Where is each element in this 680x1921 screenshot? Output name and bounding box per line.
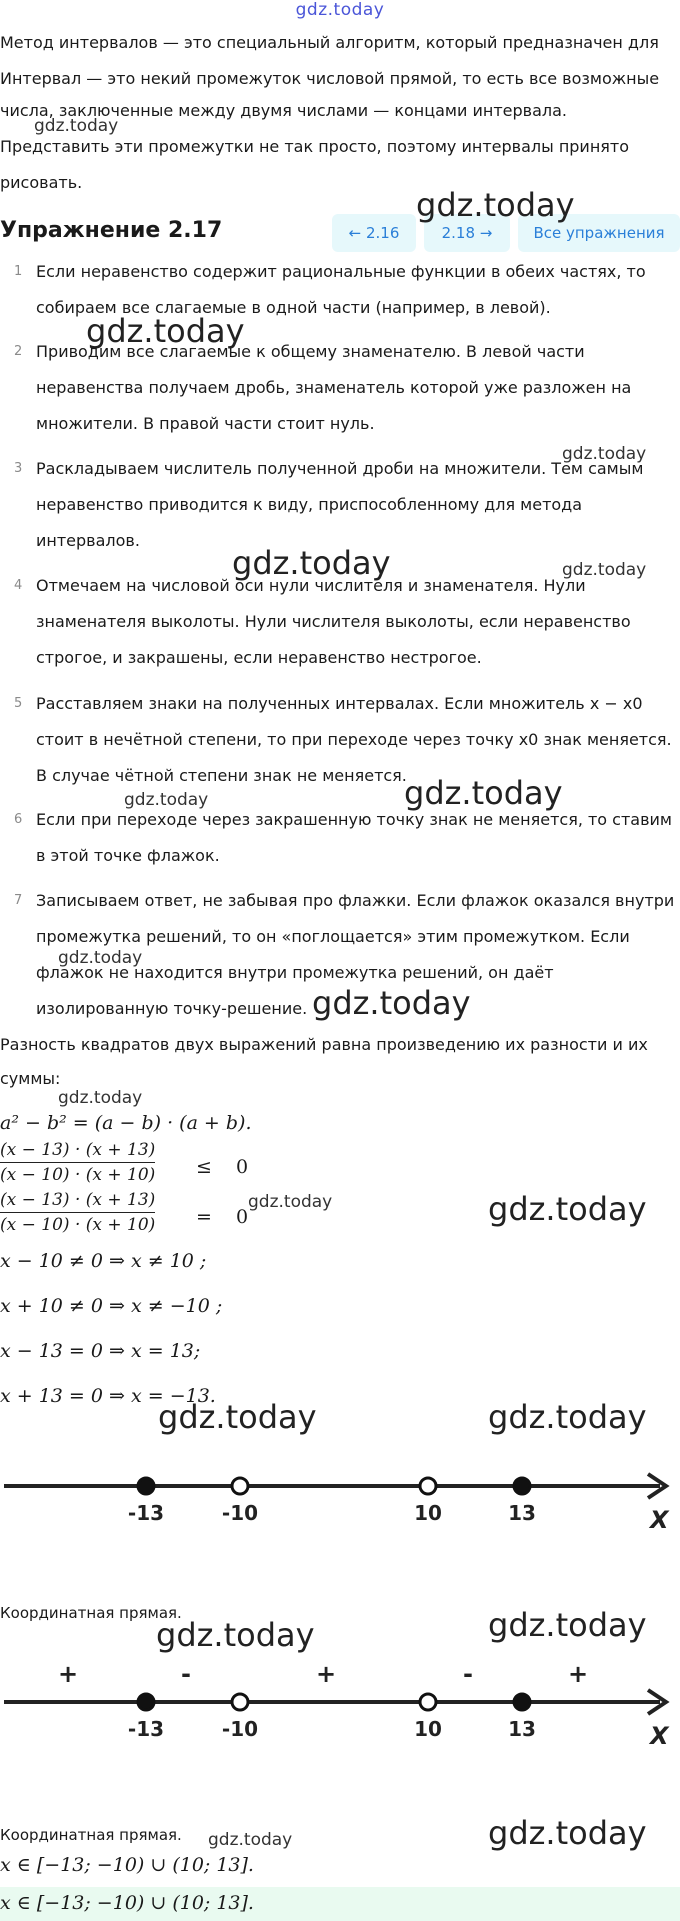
inequality-2-sign: = (196, 1206, 212, 1228)
point-label: 10 (414, 1501, 442, 1525)
step-text: флажок не находится внутри промежутка решений, он даёт (36, 963, 554, 982)
step-number: 1 (14, 264, 23, 279)
diff-squares-formula: a² − b² = (a − b) · (a + b). (0, 1112, 252, 1134)
numerator: (x − 13) · (x + 13) (0, 1140, 156, 1160)
step-text: знаменателя выколоты. Нули числителя выколоты, если неравенство (36, 612, 631, 631)
step-number: 2 (14, 344, 23, 359)
step-text: Записываем ответ, не забывая про флажки. Если флажок оказался внутри (36, 891, 675, 910)
inequality-2-fraction (0, 1190, 155, 1235)
number-line-1 (0, 1460, 680, 1560)
filled-point (514, 1478, 530, 1494)
point-label: -10 (221, 1717, 259, 1741)
inequality-1-sign: ≤ (196, 1156, 212, 1178)
intro-line-5: рисовать. (0, 173, 83, 192)
interval-sign: + (315, 1660, 337, 1688)
step-text: стоит в нечётной степени, то при переходе через точку x0 знак меняется. (36, 730, 672, 749)
watermark: gdz.today (208, 1830, 293, 1850)
step-number: 6 (14, 812, 23, 827)
step-text: в этой точке флажок. (36, 846, 220, 865)
point-label: 13 (508, 1717, 536, 1741)
axis-label: X (650, 1722, 669, 1750)
watermark: gdz.today (156, 1616, 315, 1654)
axis-label: X (650, 1506, 669, 1534)
watermark: gdz.today (158, 1398, 317, 1436)
inequality-1-rhs: 0 (236, 1156, 249, 1178)
step-text: неравенство приводится к виду, приспособленному для метода (36, 495, 583, 514)
step-text: Раскладываем числитель полученной дроби на множители. Тем самым (36, 459, 644, 478)
step-text: строгое, и закрашены, если неравенство нестрогое. (36, 648, 482, 667)
step-text: Отмечаем на числовой оси нули числителя и знаменателя. Нули (36, 576, 586, 595)
step-number: 4 (14, 578, 23, 593)
point-label: -10 (221, 1501, 259, 1525)
watermark: gdz.today (488, 1190, 647, 1228)
diff-squares-line-2: суммы: (0, 1069, 61, 1088)
inequality-2-rhs: 0 (236, 1206, 249, 1228)
open-point (232, 1694, 248, 1710)
watermark: gdz.today (562, 560, 647, 580)
watermark: gdz.today (34, 116, 119, 136)
number-line-2 (0, 1660, 680, 1760)
point-label: 13 (508, 1501, 536, 1525)
watermark: gdz.today (488, 1398, 647, 1436)
next-exercise-button[interactable]: 2.18 → (424, 214, 510, 252)
inequality-1-fraction (0, 1140, 155, 1185)
step-text: множители. В правой части стоит нуль. (36, 414, 375, 433)
interval-sign: - (463, 1660, 473, 1688)
watermark: gdz.today (416, 186, 575, 224)
fraction-bar (0, 1212, 155, 1213)
diff-squares-line-1: Разность квадратов двух выражений равна произведению их разности и их (0, 1035, 648, 1054)
step-number: 7 (14, 893, 23, 908)
site-logo[interactable]: gdz.today (295, 0, 385, 20)
step-text: Расставляем знаки на полученных интервалах. Если множитель x − x0 (36, 694, 643, 713)
answer-final: x ∈ [−13; −10) ∪ (10; 13]. (0, 1892, 254, 1914)
prev-exercise-button[interactable]: ← 2.16 (332, 214, 416, 252)
watermark: gdz.today (124, 790, 209, 810)
condition-2: x + 10 ≠ 0 ⇒ x ≠ −10 ; (0, 1295, 223, 1317)
denominator: (x − 10) · (x + 10) (0, 1215, 156, 1235)
watermark: gdz.today (58, 1088, 143, 1108)
fraction-bar (0, 1162, 155, 1163)
condition-3: x − 13 = 0 ⇒ x = 13; (0, 1340, 201, 1362)
watermark: gdz.today (232, 544, 391, 582)
interval-sign: - (181, 1660, 191, 1688)
step-number: 5 (14, 696, 23, 711)
intro-line-1: Метод интервалов — это специальный алгоритм, который предназначен для (0, 33, 659, 52)
intro-line-2: Интервал — это некий промежуток числовой прямой, то есть все возможные (0, 69, 660, 88)
watermark: gdz.today (312, 984, 471, 1022)
step-text: Если неравенство содержит рациональные функции в обеих частях, то (36, 262, 646, 281)
open-point (420, 1694, 436, 1710)
intro-line-4: Представить эти промежутки не так просто, поэтому интервалы принято (0, 137, 630, 156)
condition-1: x − 10 ≠ 0 ⇒ x ≠ 10 ; (0, 1250, 207, 1272)
interval-sign: + (57, 1660, 79, 1688)
open-point (232, 1478, 248, 1494)
all-exercises-button[interactable]: Все упражнения (518, 214, 680, 252)
caption-1: Координатная прямая. (0, 1604, 182, 1622)
watermark: gdz.today (404, 774, 563, 812)
point-label: -13 (127, 1717, 165, 1741)
intro-line-3: числа, заключенные между двумя числами — концами интервала. (0, 101, 568, 120)
interval-sign: + (567, 1660, 589, 1688)
step-text: интервалов. (36, 531, 140, 550)
watermark: gdz.today (488, 1606, 647, 1644)
step-text: неравенства получаем дробь, знаменатель которой уже разложен на (36, 378, 632, 397)
step-text: промежутка решений, то он «поглощается» этим промежутком. Если (36, 927, 630, 946)
filled-point (138, 1694, 154, 1710)
point-label: 10 (414, 1717, 442, 1741)
answer-line: x ∈ [−13; −10) ∪ (10; 13]. (0, 1854, 254, 1876)
step-text: изолированную точку-решение. (36, 999, 308, 1018)
exercise-title: Упражнение 2.17 (0, 218, 223, 243)
caption-2: Координатная прямая. (0, 1826, 182, 1844)
watermark: gdz.today (86, 312, 245, 350)
step-number: 3 (14, 461, 23, 476)
watermark: gdz.today (488, 1814, 647, 1852)
filled-point (138, 1478, 154, 1494)
filled-point (514, 1694, 530, 1710)
step-text: собираем все слагаемые в одной части (например, в левой). (36, 298, 551, 317)
watermark: gdz.today (248, 1192, 333, 1212)
condition-4: x + 13 = 0 ⇒ x = −13. (0, 1385, 216, 1407)
step-text: Приводим все слагаемые к общему знаменателю. В левой части (36, 342, 585, 361)
step-text: В случае чётной степени знак не меняется. (36, 766, 407, 785)
watermark: gdz.today (58, 948, 143, 968)
answer-box (0, 1887, 680, 1921)
open-point (420, 1478, 436, 1494)
point-label: -13 (127, 1501, 165, 1525)
numerator: (x − 13) · (x + 13) (0, 1190, 156, 1210)
step-text: Если при переходе через закрашенную точку знак не меняется, то ставим (36, 810, 672, 829)
watermark: gdz.today (562, 444, 647, 464)
denominator: (x − 10) · (x + 10) (0, 1165, 156, 1185)
